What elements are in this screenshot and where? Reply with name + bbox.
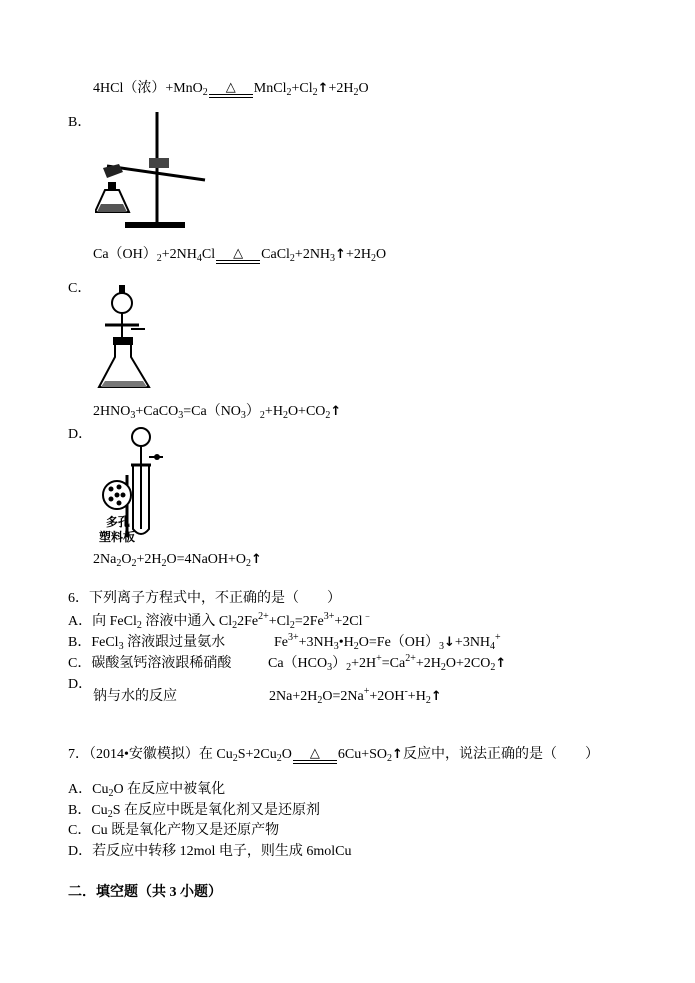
- q6-option-c: C．碳酸氢钙溶液跟稀硝酸: [68, 656, 232, 671]
- q6-option-d-equation: $2Na+2H_2O=2Na^++2OH^-+H_2↑$: [269, 686, 442, 706]
- q6-option-c-equation: $Ca(HCO_3)_2+2H^+=Ca^{2+}+2H_2O+2CO_2↑$: [268, 653, 507, 673]
- q7-option-c: C．Cu 既是氧化产物又是还原产物: [68, 823, 280, 838]
- q6-option-a: A．向 FeCl$_2$ 溶液中通入 $Cl_22Fe^{2+}+Cl_2=2Fe^{3+}+2Cl^﹣$: [68, 611, 373, 631]
- heat-equals-sign: △: [209, 80, 253, 98]
- question-6-stem: 6．下列离子方程式中，不正确的是（ ）: [68, 591, 341, 606]
- heat-equals-sign: △: [293, 746, 337, 764]
- q7-option-d: D．若反应中转移 12mol 电子，则生成 6molCu: [68, 844, 352, 859]
- q7-option-a: A．$Cu_2O$ 在反应中被氧化: [68, 782, 226, 799]
- q6-option-d-label: D．: [68, 677, 93, 692]
- option-c-label: C．: [68, 281, 92, 296]
- equation-d: $2Na_2O_2+2H_2O=4NaOH+O_2↑$: [93, 552, 262, 569]
- apparatus-c-image: [95, 283, 157, 395]
- equation-b: $Ca(OH)_2+2NH_4Cl$ △ $CaCl_2+2NH_3↑+2H_2O$: [93, 245, 387, 265]
- section-heading: 二．填空题（共 3 小题）: [68, 885, 222, 900]
- porous-plate-label-1: 多孔: [106, 515, 131, 529]
- q7-option-b: B．$Cu_2S$ 在反应中既是氧化剂又是还原剂: [68, 803, 320, 820]
- q6-option-b-equation: $Fe^{3+}+3NH_3•H_2O=Fe(OH)_3↓+3NH_4^+$: [274, 632, 501, 652]
- porous-plate-label-2: 塑料板: [99, 530, 136, 544]
- heat-equals-sign: △: [216, 246, 260, 264]
- question-7-stem: 7．（2014•安徽模拟）在 $Cu_2S+2Cu_2O$ △ $6Cu+SO_2↑$反应中，说法正确的是（ ）: [68, 745, 599, 765]
- q6-option-d-text: 钠与水的反应: [93, 689, 177, 704]
- apparatus-b-image: [95, 108, 215, 238]
- equation-a: 4HCl（浓）+MnO$_2$ △ $MnCl_2+Cl_2↑+2H_2O$: [93, 79, 369, 99]
- option-d-label: D．: [68, 427, 93, 442]
- equation-c: $2HNO_3+CaCO_3=Ca(NO_3)_2+H_2O+CO_2↑$: [93, 404, 342, 421]
- option-b-label: B．: [68, 115, 92, 130]
- q6-option-b: B．FeCl$_3$ 溶液跟过量氨水: [68, 635, 226, 652]
